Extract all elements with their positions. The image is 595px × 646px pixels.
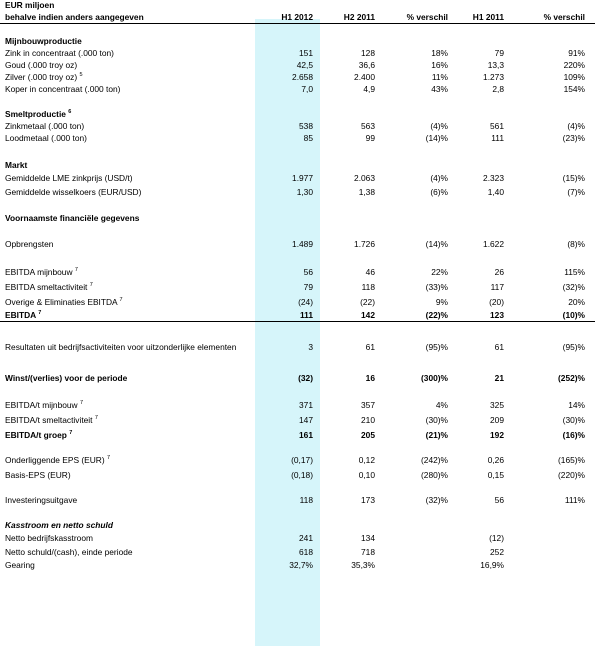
value-cell: 4% <box>435 400 448 410</box>
value-cell: 2.658 <box>292 71 313 82</box>
value-cell: 1.977 <box>292 172 313 183</box>
table-row <box>0 559 595 572</box>
value-cell <box>382 212 454 224</box>
value-cell: 26 <box>494 267 504 277</box>
section-heading-row <box>0 35 595 47</box>
row-label: EBITDA $^7$ <box>0 310 255 322</box>
footnote-ref: 7 <box>38 310 42 317</box>
value-cell: 4,9 <box>363 83 375 94</box>
table-row <box>0 333 595 361</box>
row-label: Zink in concentraat (.000 ton) <box>5 47 114 58</box>
header-row-1 <box>0 0 595 10</box>
value-cell: (165)% <box>558 455 585 465</box>
table-row <box>0 545 595 559</box>
row-label: Loodmetaal (.000 ton) <box>5 132 87 143</box>
value-cell: 14% <box>568 400 585 410</box>
spacer-row <box>0 506 595 519</box>
table-row <box>0 310 595 322</box>
value-cell: (252)% <box>558 372 585 383</box>
footnote-ref: 7 <box>89 282 93 289</box>
value-cell: 2.063 <box>354 172 375 183</box>
value-cell <box>512 35 595 47</box>
value-cell: 99 <box>365 132 375 143</box>
value-cell: 0,26 <box>487 455 504 465</box>
value-cell <box>454 159 512 171</box>
row-label: Overige & Eliminaties EBITDA $^7$ <box>5 297 123 307</box>
value-cell: (32)% <box>562 282 585 292</box>
header-row-2 <box>0 10 595 24</box>
spacer-row <box>0 250 595 265</box>
row-label: Zilver (.000 troy oz) $^5$ <box>5 71 83 82</box>
value-cell: 118 <box>299 494 313 505</box>
unit-sublabel: behalve indien anders aangegeven <box>0 10 255 24</box>
row-label: Mijnbouwproductie <box>5 35 82 46</box>
row-label: Markt <box>5 159 28 170</box>
value-cell: (8)% <box>567 238 585 249</box>
value-cell: 36,6 <box>358 59 375 70</box>
value-cell: 79 <box>494 47 504 58</box>
value-cell: 21 <box>494 372 504 383</box>
value-cell <box>454 212 512 224</box>
value-cell <box>255 35 320 47</box>
value-cell: (300)% <box>421 372 448 383</box>
section-heading-row <box>0 519 595 531</box>
spacer-row <box>0 361 595 372</box>
value-cell: 220% <box>563 59 585 70</box>
value-cell: (242)% <box>421 455 448 465</box>
value-cell: 371 <box>299 400 313 410</box>
value-cell: 538 <box>299 120 313 131</box>
value-cell: 209 <box>490 415 504 425</box>
table-row <box>0 280 595 295</box>
column-header-h1-2011: H1 2011 <box>454 10 512 24</box>
value-cell: 79 <box>303 282 313 292</box>
value-cell: 61 <box>365 341 375 352</box>
value-cell: (15)% <box>562 172 585 183</box>
value-cell: 18% <box>431 47 448 58</box>
value-cell <box>382 519 454 531</box>
row-label: Resultaten uit bedrijfsactiviteiten voor uitzonderlijke elementen <box>5 341 237 352</box>
value-cell: 252 <box>490 546 504 557</box>
unit-label: EUR miljoen <box>5 0 55 10</box>
footnote-ref: 7 <box>69 430 73 437</box>
row-label: Onderliggende EPS (EUR) $^7$ <box>5 455 111 465</box>
value-cell <box>320 35 382 47</box>
spacer-row <box>0 384 595 398</box>
value-cell: 173 <box>361 494 375 505</box>
spacer-row <box>0 443 595 453</box>
row-label: Gemiddelde LME zinkprijs (USD/t) <box>5 172 133 183</box>
value-cell <box>512 531 595 545</box>
value-cell: (22) <box>360 297 375 307</box>
value-cell: 42,5 <box>296 59 313 70</box>
value-cell: (14)% <box>425 132 448 143</box>
value-cell: 7,0 <box>301 83 313 94</box>
value-cell: 20% <box>568 297 585 307</box>
value-cell: (220)% <box>558 469 585 480</box>
spacer-row <box>0 482 595 494</box>
value-cell: (23)% <box>562 132 585 143</box>
value-cell <box>512 212 595 224</box>
value-cell <box>454 519 512 531</box>
table-row <box>0 453 595 468</box>
value-cell: 13,3 <box>487 59 504 70</box>
value-cell: 147 <box>299 415 313 425</box>
value-cell: 151 <box>299 47 313 58</box>
value-cell <box>512 159 595 171</box>
value-cell: (20) <box>489 297 504 307</box>
table-row <box>0 238 595 250</box>
table-row <box>0 413 595 428</box>
value-cell: (4)% <box>430 120 448 131</box>
row-label: Goud (.000 troy oz) <box>5 59 78 70</box>
value-cell: 1.489 <box>292 238 313 249</box>
row-label: EBITDA/t smeltactiviteit $^7$ <box>5 415 98 425</box>
value-cell: 0,15 <box>487 469 504 480</box>
row-label: Zinkmetaal (.000 ton) <box>5 120 85 131</box>
value-cell: 142 <box>320 310 382 322</box>
value-cell: (24) <box>298 297 313 307</box>
row-label: Koper in concentraat (.000 ton) <box>5 83 121 94</box>
value-cell: 1.273 <box>483 71 504 82</box>
value-cell: 111% <box>564 494 585 505</box>
spacer-row <box>0 224 595 238</box>
value-cell: 91% <box>568 47 585 58</box>
value-cell: (30)% <box>562 415 585 425</box>
value-cell <box>255 519 320 531</box>
value-cell: 357 <box>361 400 375 410</box>
column-header-h1-2012: H1 2012 <box>255 10 320 24</box>
value-cell: 1,40 <box>487 186 504 197</box>
footnote-ref: 6 <box>68 108 72 115</box>
spacer-row <box>0 322 595 333</box>
value-cell: 111 <box>255 310 320 322</box>
value-cell: (32)% <box>425 494 448 505</box>
value-cell: 3 <box>308 341 313 352</box>
value-cell: 56 <box>303 267 313 277</box>
value-cell: 115% <box>564 267 585 277</box>
value-cell <box>320 108 382 120</box>
row-label: Smeltproductie $^6$ <box>5 108 72 119</box>
value-cell: (95)% <box>425 341 448 352</box>
value-cell: (280)% <box>421 469 448 480</box>
value-cell <box>454 108 512 120</box>
value-cell <box>512 519 595 531</box>
table-row <box>0 372 595 384</box>
value-cell: (10)% <box>512 310 595 322</box>
value-cell: 0,10 <box>358 469 375 480</box>
section-heading-row <box>0 108 595 120</box>
value-cell: 16% <box>431 59 448 70</box>
value-cell: 9% <box>435 297 448 307</box>
value-cell: 2.323 <box>483 172 504 183</box>
value-cell <box>382 559 454 572</box>
value-cell: 128 <box>361 47 375 58</box>
value-cell: 563 <box>361 120 375 131</box>
value-cell <box>255 159 320 171</box>
value-cell: 618 <box>299 546 313 557</box>
value-cell: 118 <box>361 282 375 292</box>
value-cell <box>382 159 454 171</box>
row-label: Netto bedrijfskasstroom <box>5 532 93 543</box>
row-label: EBITDA smeltactiviteit $^7$ <box>5 282 93 292</box>
value-cell: (21)% <box>425 430 448 440</box>
row-label: Investeringsuitgave <box>5 494 78 505</box>
row-label: Voornaamste financiële gegevens <box>5 212 140 223</box>
value-cell: 325 <box>490 400 504 410</box>
row-label: Opbrengsten <box>5 238 54 249</box>
footnote-ref: 7 <box>106 455 111 462</box>
value-cell <box>454 35 512 47</box>
row-label: Kasstroom en netto schuld <box>5 519 113 530</box>
value-cell: 210 <box>361 415 375 425</box>
value-cell: 46 <box>365 267 375 277</box>
row-label: Gemiddelde wisselkoers (EUR/USD) <box>5 186 142 197</box>
value-cell: (4)% <box>567 120 585 131</box>
value-cell: (33)% <box>425 282 448 292</box>
table-row <box>0 494 595 506</box>
value-cell <box>512 559 595 572</box>
value-cell: 32,7% <box>289 560 313 570</box>
table-row <box>0 185 595 199</box>
value-cell <box>320 519 382 531</box>
section-heading-row <box>0 159 595 171</box>
row-label: EBITDA mijnbouw $^7$ <box>5 267 78 277</box>
value-cell: 161 <box>299 430 313 440</box>
table-row <box>0 295 595 310</box>
value-cell: 1,38 <box>358 186 375 197</box>
value-cell: 561 <box>490 120 504 131</box>
value-cell <box>320 159 382 171</box>
value-cell: 2.400 <box>354 71 375 82</box>
value-cell <box>512 108 595 120</box>
value-cell: 1.622 <box>483 238 504 249</box>
table-row <box>0 83 595 95</box>
column-header-change-vs-h2: % verschil <box>382 10 454 24</box>
table-row <box>0 59 595 71</box>
value-cell: 16 <box>365 372 375 383</box>
value-cell: 0,12 <box>358 455 375 465</box>
value-cell <box>382 108 454 120</box>
table-row <box>0 531 595 545</box>
value-cell: (0,18) <box>291 469 313 480</box>
value-cell: 718 <box>361 546 375 557</box>
value-cell: 56 <box>494 494 504 505</box>
table-row <box>0 265 595 280</box>
row-label: Basis-EPS (EUR) <box>5 469 71 480</box>
value-cell: (22)% <box>382 310 454 322</box>
spacer-row <box>0 95 595 108</box>
table-row <box>0 171 595 185</box>
value-cell: (95)% <box>562 341 585 352</box>
table-row <box>0 428 595 443</box>
table-row <box>0 47 595 59</box>
table-row <box>0 398 595 413</box>
table-row <box>0 468 595 482</box>
value-cell: 22% <box>431 267 448 277</box>
table-row <box>0 132 595 144</box>
value-cell: 11% <box>431 71 448 82</box>
value-cell: (4)% <box>430 172 448 183</box>
value-cell: 123 <box>454 310 512 322</box>
value-cell <box>382 35 454 47</box>
column-header-change-vs-h1: % verschil <box>512 10 595 24</box>
section-heading-row <box>0 212 595 224</box>
value-cell: 111 <box>491 132 504 143</box>
value-cell: (7)% <box>567 186 585 197</box>
value-cell: (16)% <box>562 430 585 440</box>
row-label: Winst/(verlies) voor de periode <box>5 372 128 383</box>
value-cell: 85 <box>303 132 313 143</box>
footnote-ref: 5 <box>79 71 83 78</box>
column-header-h2-2011: H2 2011 <box>320 10 382 24</box>
value-cell: (12) <box>489 532 504 543</box>
row-label: Netto schuld/(cash), einde periode <box>5 546 133 557</box>
value-cell: (6)% <box>430 186 448 197</box>
value-cell: 2,8 <box>492 83 504 94</box>
row-label: EBITDA/t groep $^7$ <box>5 430 73 440</box>
value-cell: (14)% <box>425 238 448 249</box>
value-cell <box>382 531 454 545</box>
footnote-ref: 7 <box>119 297 123 304</box>
value-cell: 43% <box>431 83 448 94</box>
spacer-row <box>0 24 595 35</box>
value-cell <box>512 545 595 559</box>
value-cell: 192 <box>490 430 504 440</box>
value-cell <box>255 212 320 224</box>
spacer-row <box>0 199 595 212</box>
value-cell: (0,17) <box>291 455 313 465</box>
table-row <box>0 71 595 83</box>
spacer-row <box>0 144 595 159</box>
value-cell: 117 <box>490 282 504 292</box>
value-cell: (30)% <box>425 415 448 425</box>
value-cell: 134 <box>361 532 375 543</box>
footnote-ref: 7 <box>79 400 83 407</box>
value-cell <box>382 545 454 559</box>
value-cell: 35,3% <box>351 560 375 570</box>
value-cell: 16,9% <box>480 560 504 570</box>
value-cell: 1,30 <box>296 186 313 197</box>
value-cell: (32) <box>298 372 313 383</box>
value-cell: 109% <box>563 71 585 82</box>
value-cell: 61 <box>494 341 504 352</box>
row-label: Gearing <box>5 560 35 570</box>
value-cell: 154% <box>563 83 585 94</box>
row-label: EBITDA/t mijnbouw $^7$ <box>5 400 83 410</box>
value-cell: 1.726 <box>354 238 375 249</box>
value-cell <box>255 108 320 120</box>
value-cell: 241 <box>299 532 313 543</box>
value-cell: 205 <box>361 430 375 440</box>
value-cell <box>320 212 382 224</box>
table-row <box>0 120 595 132</box>
footnote-ref: 7 <box>94 415 98 422</box>
footnote-ref: 7 <box>74 267 78 274</box>
